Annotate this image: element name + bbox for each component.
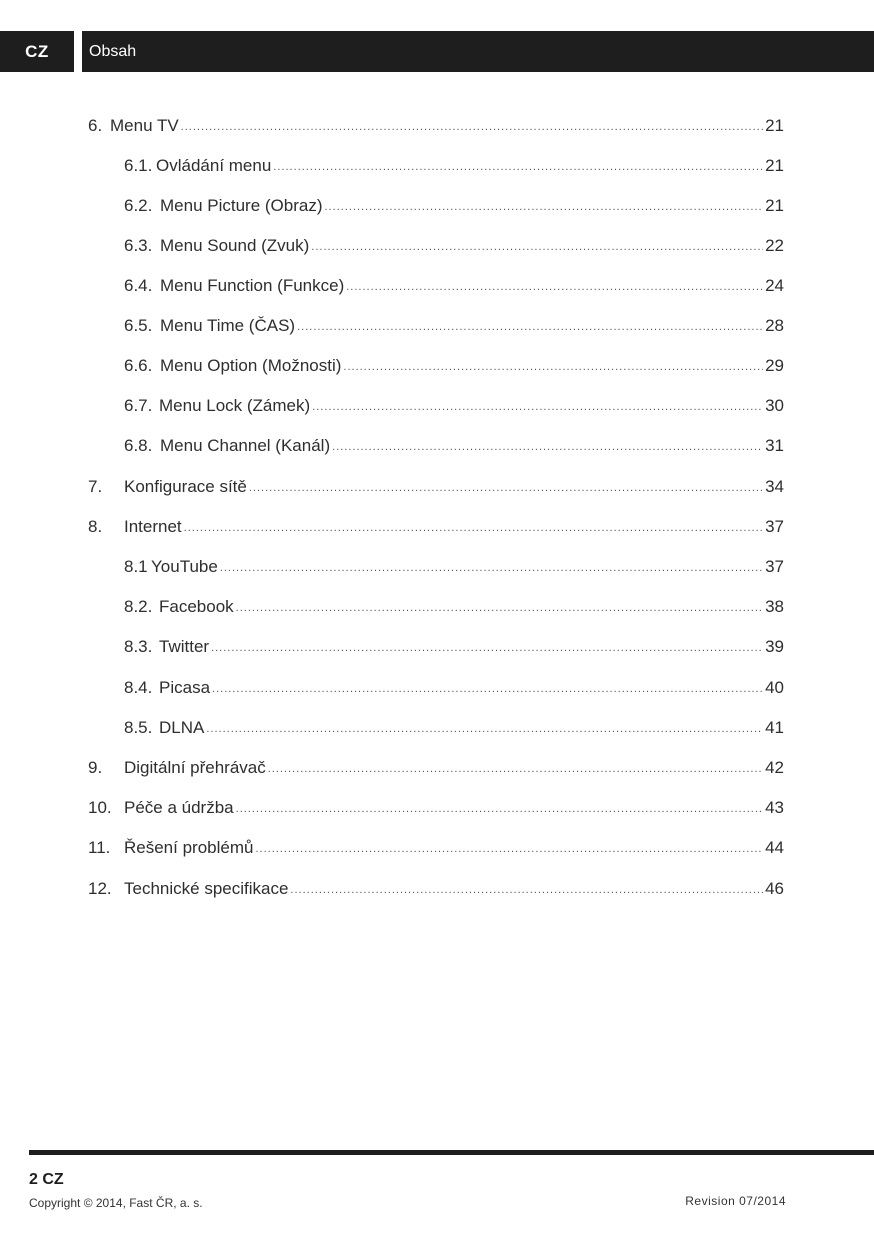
toc-entry-page: 40 — [765, 678, 784, 697]
toc-entry-11[interactable] — [88, 837, 784, 859]
toc-leader-dots — [206, 718, 763, 740]
toc-entry-label: Digitální přehrávač — [124, 758, 266, 777]
toc-entry-page: 44 — [765, 838, 784, 857]
toc-entry-6[interactable] — [88, 115, 784, 137]
toc-entry-page: 31 — [765, 436, 784, 455]
toc-entry-number: 6.7. — [124, 396, 153, 415]
toc-entry-page: 41 — [765, 718, 784, 737]
copyright-text: Copyright © 2014, Fast ČR, a. s. — [29, 1196, 203, 1210]
toc-entry-number: 8.4. — [124, 678, 153, 697]
toc-entry-page: 21 — [765, 156, 784, 175]
toc-entry-8-5[interactable] — [124, 717, 784, 739]
toc-entry-number: 8.1 — [124, 557, 148, 576]
toc-entry-label: Ovládání menu — [156, 156, 272, 175]
toc-entry-label: Menu Picture (Obraz) — [160, 196, 323, 215]
toc-leader-dots — [236, 597, 763, 619]
toc-entry-page: 37 — [765, 517, 784, 536]
toc-entry-6-3[interactable] — [124, 235, 784, 257]
toc-entry-label: Menu Channel (Kanál) — [160, 436, 331, 455]
language-label: CZ — [25, 41, 49, 61]
toc-entry-number: 8.5. — [124, 718, 153, 737]
toc-entry-6-5[interactable] — [124, 315, 784, 337]
toc-entry-label: DLNA — [159, 718, 205, 737]
toc-entry-label: Internet — [124, 517, 182, 536]
toc-entry-label: Picasa — [159, 678, 211, 697]
toc-leader-dots — [311, 236, 763, 258]
toc-leader-dots — [220, 557, 763, 579]
page-number: 2 CZ — [29, 1171, 64, 1188]
toc-entry-number: 6.5. — [124, 316, 153, 335]
toc-entry-8[interactable] — [88, 516, 784, 538]
toc-entry-page: 29 — [765, 356, 784, 375]
toc-leader-dots — [312, 396, 763, 418]
toc-entry-number: 8.2. — [124, 597, 153, 616]
toc-leader-dots — [273, 156, 763, 178]
toc-entry-8-2[interactable] — [124, 596, 784, 618]
toc-entry-label: Menu Time (ČAS) — [160, 316, 296, 335]
toc-entry-6-4[interactable] — [124, 275, 784, 297]
toc-leader-dots — [268, 758, 763, 780]
header-divider — [74, 31, 82, 72]
toc-leader-dots — [290, 879, 763, 901]
toc-entry-number: 8. — [88, 517, 103, 536]
toc-entry-7[interactable] — [88, 476, 784, 498]
toc-entry-number: 6.1. — [124, 156, 153, 175]
toc-entry-page: 46 — [765, 879, 784, 898]
toc-entry-label: Menu Lock (Zámek) — [159, 396, 311, 415]
toc-entry-label: Facebook — [159, 597, 234, 616]
toc-entry-8-1[interactable] — [124, 556, 784, 578]
toc-leader-dots — [255, 838, 763, 860]
toc-entry-page: 24 — [765, 276, 784, 295]
toc-entry-number: 6.4. — [124, 276, 153, 295]
toc-entry-label: Menu TV — [110, 116, 179, 135]
toc-entry-6-1[interactable] — [124, 155, 784, 177]
toc-entry-page: 42 — [765, 758, 784, 777]
toc-entry-label: Péče a údržba — [124, 798, 234, 817]
toc-entry-page: 37 — [765, 557, 784, 576]
toc-leader-dots — [249, 477, 763, 499]
toc-leader-dots — [332, 436, 763, 458]
toc-entry-6-2[interactable] — [124, 195, 784, 217]
toc-entry-number: 6.3. — [124, 236, 153, 255]
toc-entry-12[interactable] — [88, 878, 784, 900]
toc-entry-8-4[interactable] — [124, 677, 784, 699]
toc-entry-8-3[interactable] — [124, 636, 784, 658]
toc-entry-number: 7. — [88, 477, 103, 496]
toc-entry-label: YouTube — [151, 557, 218, 576]
toc-entry-number: 11. — [88, 838, 111, 857]
toc-entry-6-8[interactable] — [124, 435, 784, 457]
toc-entry-page: 30 — [765, 396, 784, 415]
toc-entry-page: 38 — [765, 597, 784, 616]
toc-entry-number: 8.3. — [124, 637, 153, 656]
toc-entry-page: 22 — [765, 236, 784, 255]
toc-leader-dots — [346, 276, 763, 298]
toc-entry-number: 9. — [88, 758, 103, 777]
toc-entry-number: 6.6. — [124, 356, 153, 375]
toc-entry-page: 21 — [765, 196, 784, 215]
toc-leader-dots — [297, 316, 763, 338]
toc-entry-number: 6. — [88, 116, 103, 135]
toc-entry-label: Menu Function (Funkce) — [160, 276, 345, 295]
footer-divider — [29, 1150, 874, 1155]
toc-entry-page: 39 — [765, 637, 784, 656]
toc-entry-number: 6.2. — [124, 196, 153, 215]
toc-entry-page: 28 — [765, 316, 784, 335]
header-bar — [0, 31, 874, 72]
toc-leader-dots — [236, 798, 763, 820]
page-title: Obsah — [89, 42, 137, 60]
toc-entry-10[interactable] — [88, 797, 784, 819]
toc-entry-label: Řešení problémů — [124, 838, 254, 857]
toc-entry-label: Twitter — [159, 637, 210, 656]
toc-entry-label: Menu Option (Možnosti) — [160, 356, 342, 375]
toc-entry-number: 12. — [88, 879, 112, 898]
toc-leader-dots — [212, 678, 763, 700]
toc-leader-dots — [181, 116, 763, 138]
toc-entry-label: Konfigurace sítě — [124, 477, 247, 496]
toc-entry-6-6[interactable] — [124, 355, 784, 377]
toc-entry-6-7[interactable] — [124, 395, 784, 417]
toc-entry-9[interactable] — [88, 757, 784, 779]
revision-text: Revision 07/2014 — [685, 1194, 786, 1208]
toc-entry-number: 6.8. — [124, 436, 153, 455]
toc-entry-page: 21 — [765, 116, 784, 135]
toc-entry-label: Technické specifikace — [124, 879, 289, 898]
toc-entry-label: Menu Sound (Zvuk) — [160, 236, 310, 255]
toc-entry-page: 43 — [765, 798, 784, 817]
toc-leader-dots — [184, 517, 763, 539]
toc-leader-dots — [325, 196, 764, 218]
toc-entry-page: 34 — [765, 477, 784, 496]
toc-leader-dots — [211, 637, 763, 659]
toc-entry-number: 10. — [88, 798, 112, 817]
toc-leader-dots — [343, 356, 763, 378]
